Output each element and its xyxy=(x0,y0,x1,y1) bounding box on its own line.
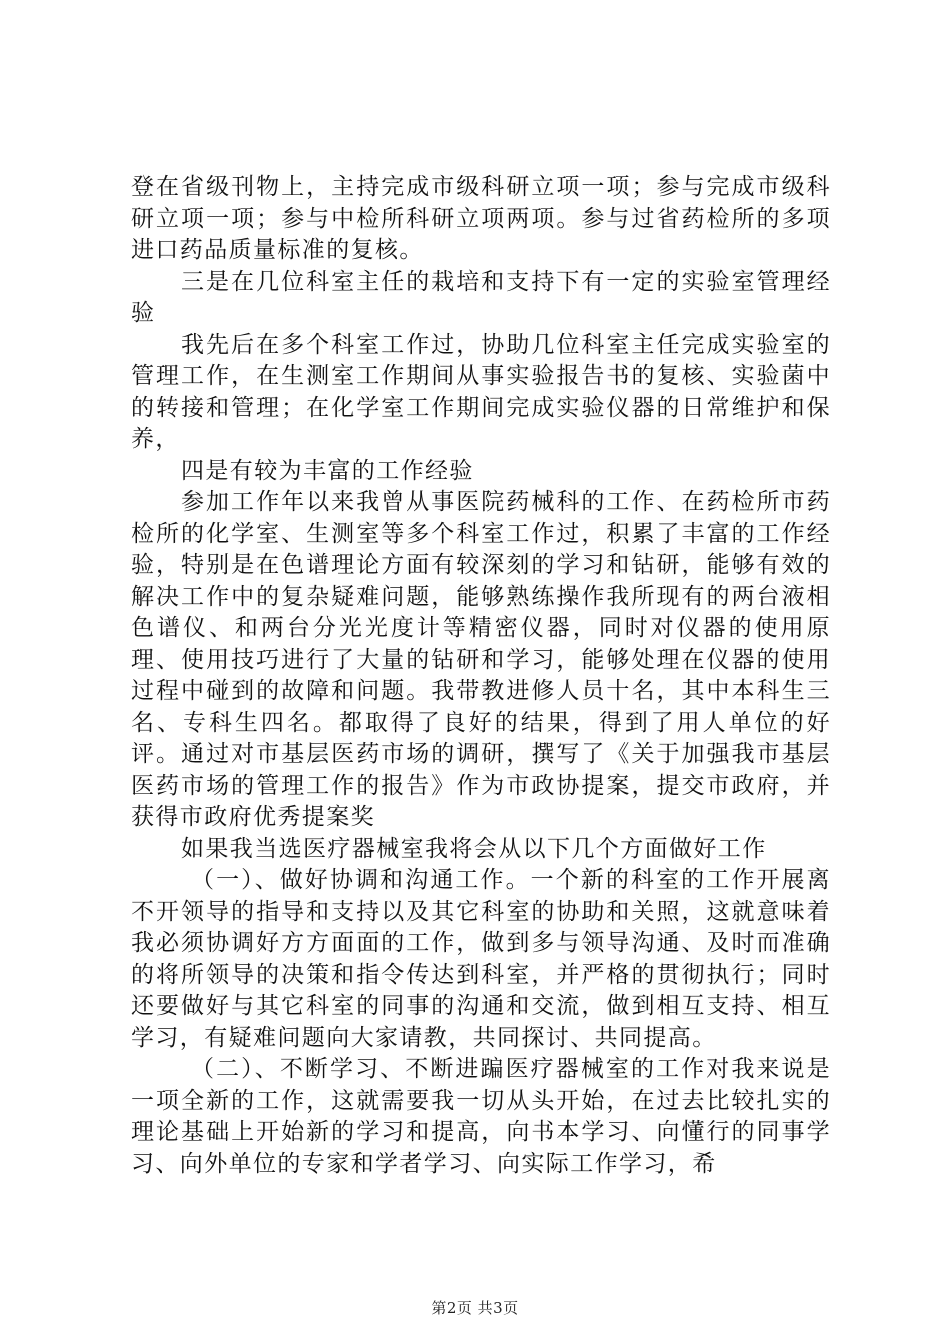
paragraph-3: 我先后在多个科室工作过，协助几位科室主任完成实验室的管理工作，在生测室工作期间从事实验报告书的复核、实验菌中的转接和管理；在化学室工作期间完成实验仪器的日常维护和保养， xyxy=(131,331,831,452)
page-number-footer: 第2页 共3页 xyxy=(431,1299,519,1317)
paragraph-1: 登在省级刊物上，主持完成市级科研立项一项；参与完成市级科研立项一项；参与中检所科研立项两项。参与过省药检所的多项进口药品质量标准的复核。 xyxy=(131,174,831,263)
document-body xyxy=(131,172,831,1180)
paragraph-4: 四是有较为丰富的工作经验 xyxy=(181,457,474,484)
paragraph-8: （二）、不断学习、不断进蹁医疗器械室的工作对我来说是一项全新的工作，这就需要我一切从头开始，在过去比较扎实的理论基础上开始新的学习和提高，向书本学习、向懂行的同事学习、向外单位的专家和学者学习、向实际工作学习，希 xyxy=(131,1056,831,1177)
paragraph-7: （一）、做好协调和沟通工作。一个新的科室的工作开展离不开领导的指导和支持以及其它科室的协助和关照，这就意味着我必须协调好方方面面的工作，做到多与领导沟通、及时而准确的将所领导的决策和指令传达到科室，并严格的贯彻执行；同时还要做好与其它科室的同事的沟通和交流，做到相互支持、相互学习，有疑难问题向大家请教，共同探讨、共同提高。 xyxy=(131,867,831,1051)
paragraph-6: 如果我当选医疗器械室我将会从以下几个方面做好工作 xyxy=(181,835,767,862)
paragraph-5: 参加工作年以来我曾从事医院药械科的工作、在药检所市药检所的化学室、生测室等多个科室工作过，积累了丰富的工作经验，特别是在色谱理论方面有较深刻的学习和钻研，能够有效的解决工作中的复杂疑难问题，能够熟练操作我所现有的两台液相色谱仪、和两台分光光度计等精密仪器，同时对仪器的使用原理、使用技巧进行了大量的钻研和学习，能够处理在仪器的使用过程中碰到的故障和问题。我带教进修人员十名，其中本科生三名、专科生四名。都取得了良好的结果，得到了用人单位的好评。通过对市基层医药市场的调研，撰写了《关于加强我市基层医药市场的管理工作的报告》作为市政协提案，提交市政府，并获得市政府优秀提案奖 xyxy=(131,489,831,830)
paragraph-2: 三是在几位科室主任的栽培和支持下有一定的实验室管理经验 xyxy=(131,268,831,326)
